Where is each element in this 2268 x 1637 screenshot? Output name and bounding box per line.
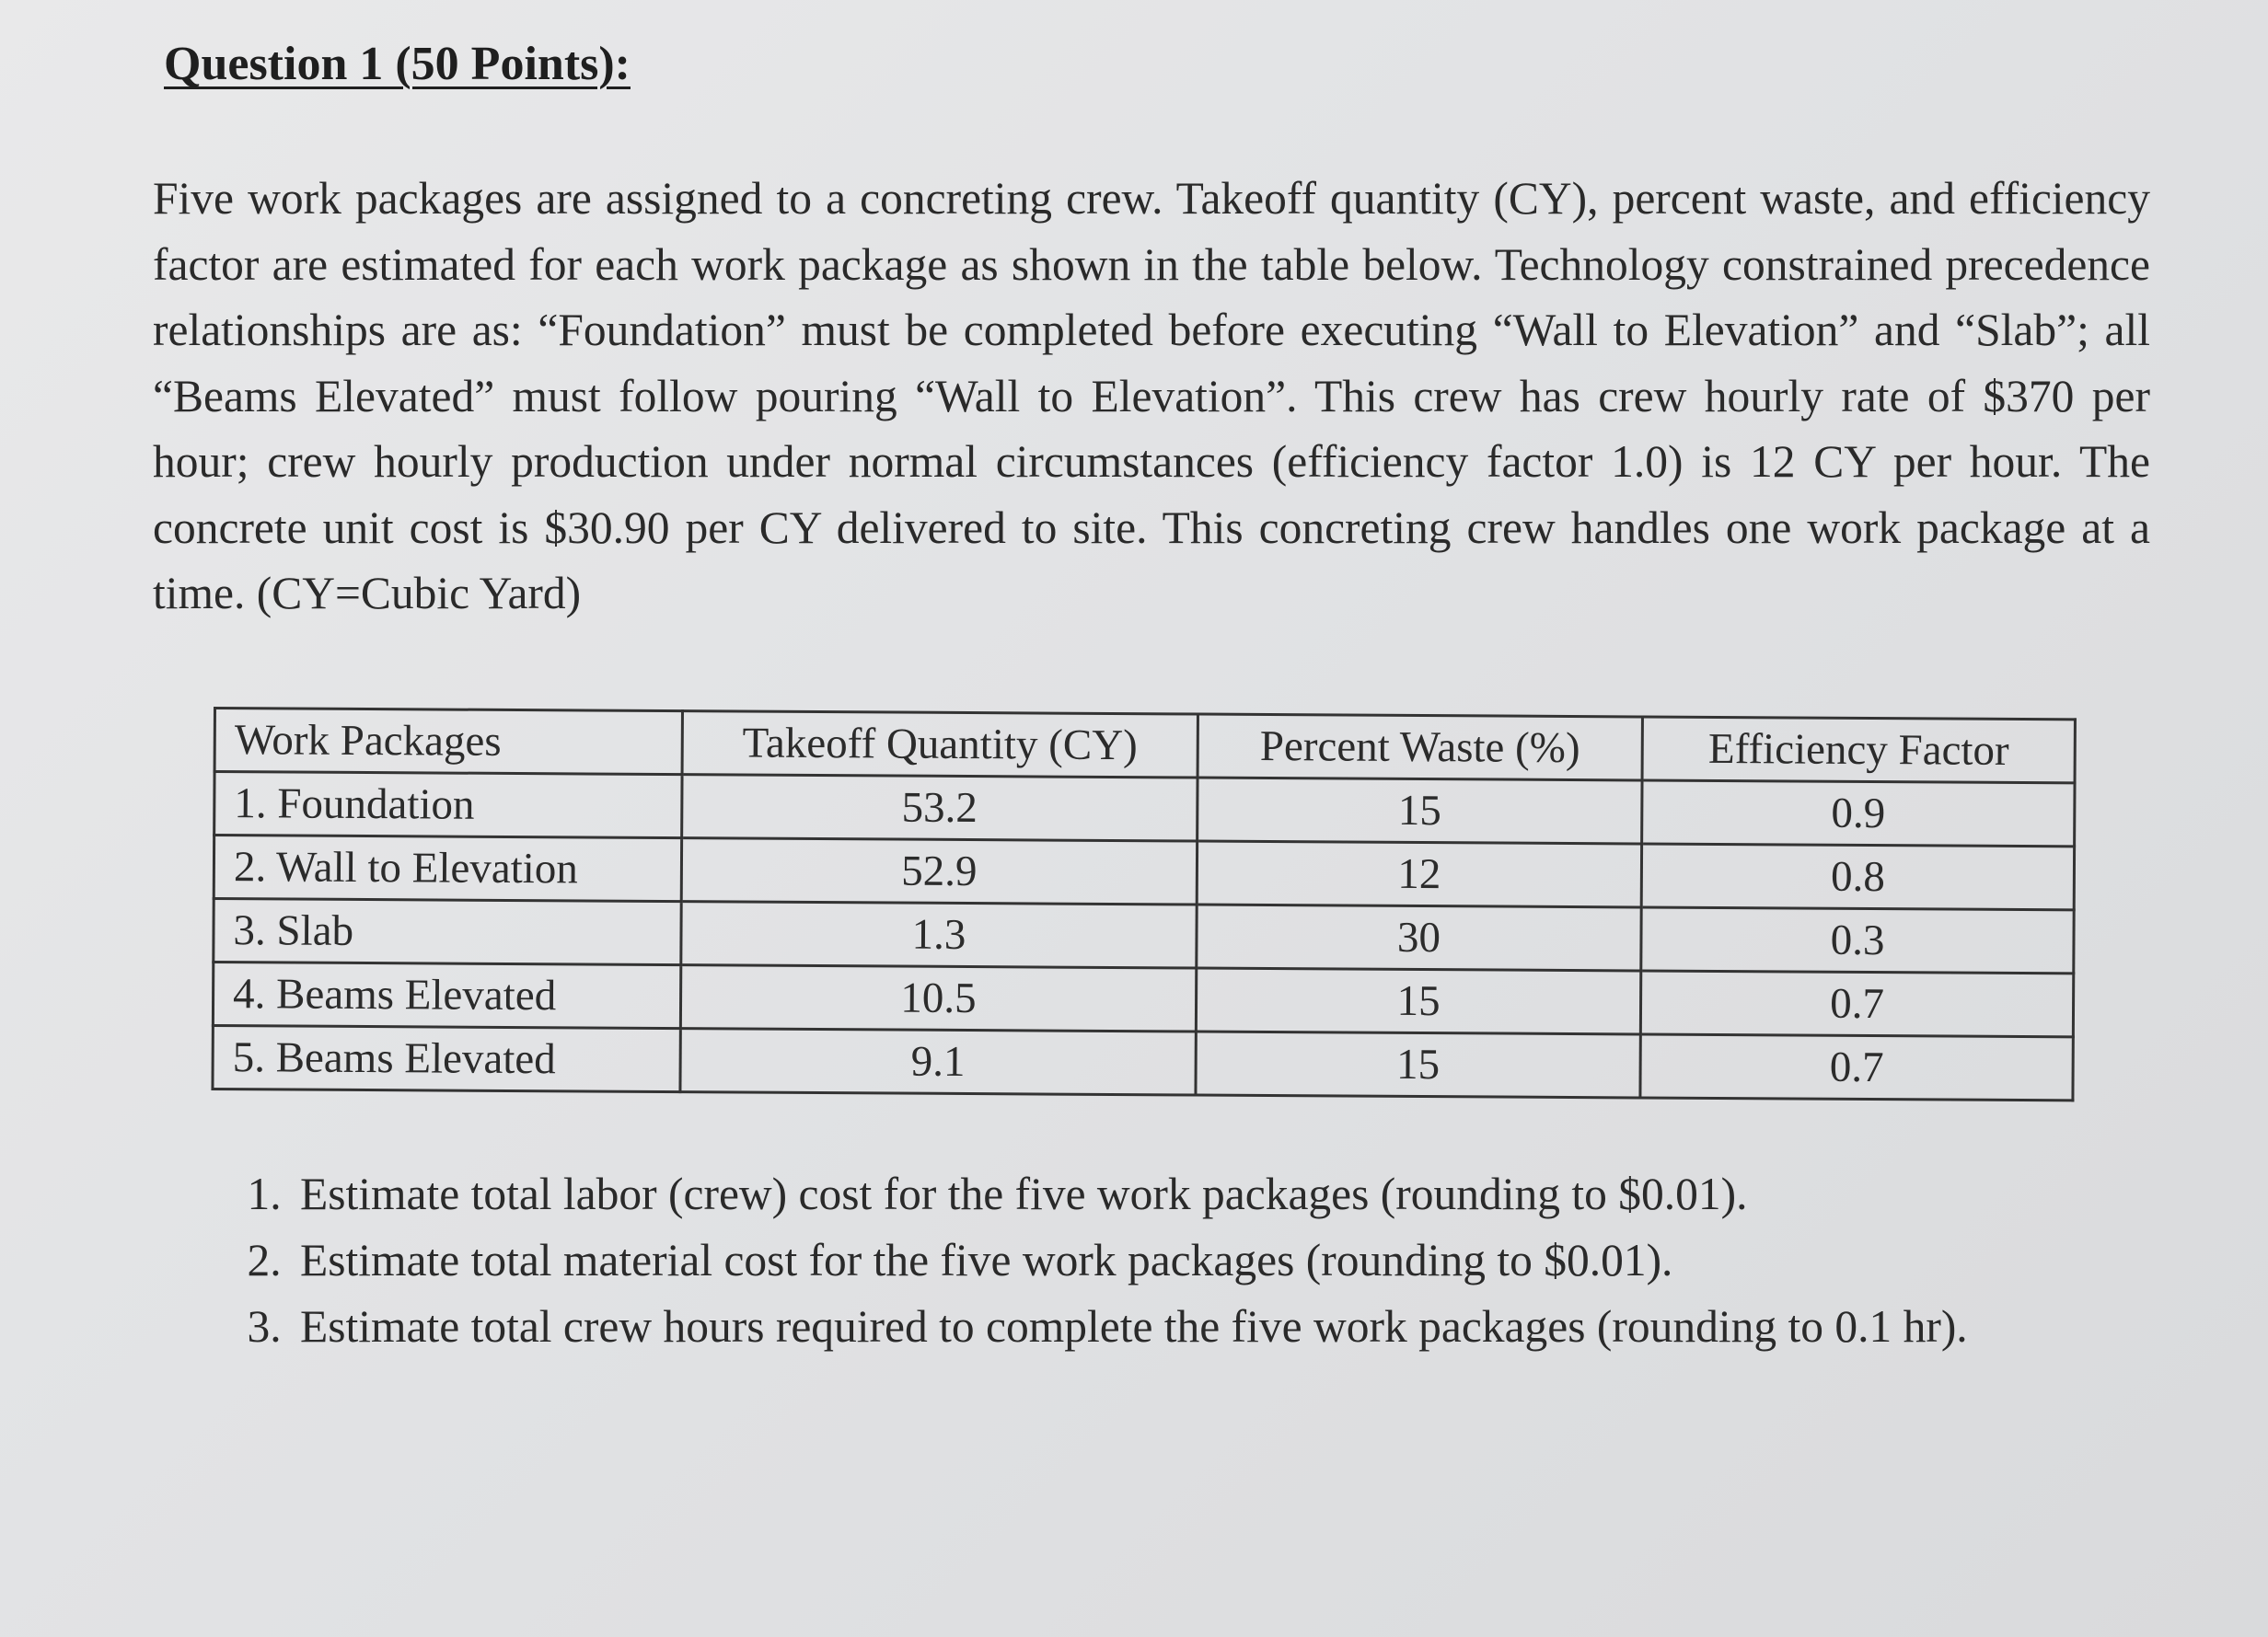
cell-efficiency-factor: 0.7 xyxy=(1641,971,2074,1037)
question-item-2: 2. Estimate total material cost for the five work packages (rounding to $0.01). xyxy=(293,1228,2189,1294)
cell-work-package: 2. Wall to Elevation xyxy=(214,836,681,902)
questions-list xyxy=(208,1161,2189,1360)
header-work-packages: Work Packages xyxy=(214,709,682,775)
table-header-row xyxy=(214,709,2075,783)
question-item-1: 1. Estimate total labor (crew) cost for the five work packages (rounding to $0.01). xyxy=(293,1161,2189,1228)
work-packages-table xyxy=(211,707,2077,1101)
table-row xyxy=(214,836,2074,910)
cell-efficiency-factor: 0.7 xyxy=(1640,1034,2073,1101)
header-efficiency-factor: Efficiency Factor xyxy=(1642,717,2075,783)
cell-percent-waste: 15 xyxy=(1197,778,1642,844)
table-row xyxy=(213,1026,2073,1101)
header-takeoff-quantity: Takeoff Quantity (CY) xyxy=(682,711,1198,778)
cell-efficiency-factor: 0.9 xyxy=(1642,780,2075,847)
cell-percent-waste: 12 xyxy=(1197,841,1642,907)
question-title: Question 1 (50 Points): xyxy=(164,38,631,90)
cell-percent-waste: 15 xyxy=(1196,1032,1641,1098)
table-row xyxy=(214,772,2075,847)
table-row xyxy=(214,899,2074,974)
cell-efficiency-factor: 0.8 xyxy=(1641,844,2074,910)
cell-percent-waste: 30 xyxy=(1197,905,1642,971)
table-row xyxy=(213,963,2073,1037)
cell-percent-waste: 15 xyxy=(1196,968,1641,1034)
cell-efficiency-factor: 0.3 xyxy=(1641,907,2074,974)
cell-takeoff-quantity: 53.2 xyxy=(682,775,1198,841)
problem-statement: Five work packages are assigned to a concreting crew. Takeoff quantity (CY), percent waste, and efficiency factor are estimated for each work package as shown in the table below. Technology constrained precedence relationships are as: “Foundation” must be completed before executing “Wall to Elevation” and “Slab”; all “Beams Elevated” must follow pouring “Wall to Elevation”. This crew has crew hourly rate of $370 per hour; crew hourly production under normal circumstances (efficiency factor 1.0) is 12 CY per hour. The concrete unit cost is $30.90 per CY delivered to site. This concreting crew handles one work package at a time. (CY=Cubic Yard) xyxy=(153,173,2150,618)
question-item-3: 3. Estimate total crew hours required to complete the five work packages (rounding to 0.1 hr). xyxy=(293,1294,2189,1360)
cell-takeoff-quantity: 9.1 xyxy=(680,1029,1196,1095)
cell-work-package: 5. Beams Elevated xyxy=(213,1026,680,1092)
cell-takeoff-quantity: 52.9 xyxy=(681,838,1197,905)
header-percent-waste: Percent Waste (%) xyxy=(1198,714,1643,780)
cell-work-package: 1. Foundation xyxy=(214,772,682,838)
cell-takeoff-quantity: 10.5 xyxy=(680,965,1196,1032)
cell-work-package: 4. Beams Elevated xyxy=(213,963,680,1029)
cell-takeoff-quantity: 1.3 xyxy=(681,902,1197,968)
cell-work-package: 3. Slab xyxy=(214,899,681,965)
